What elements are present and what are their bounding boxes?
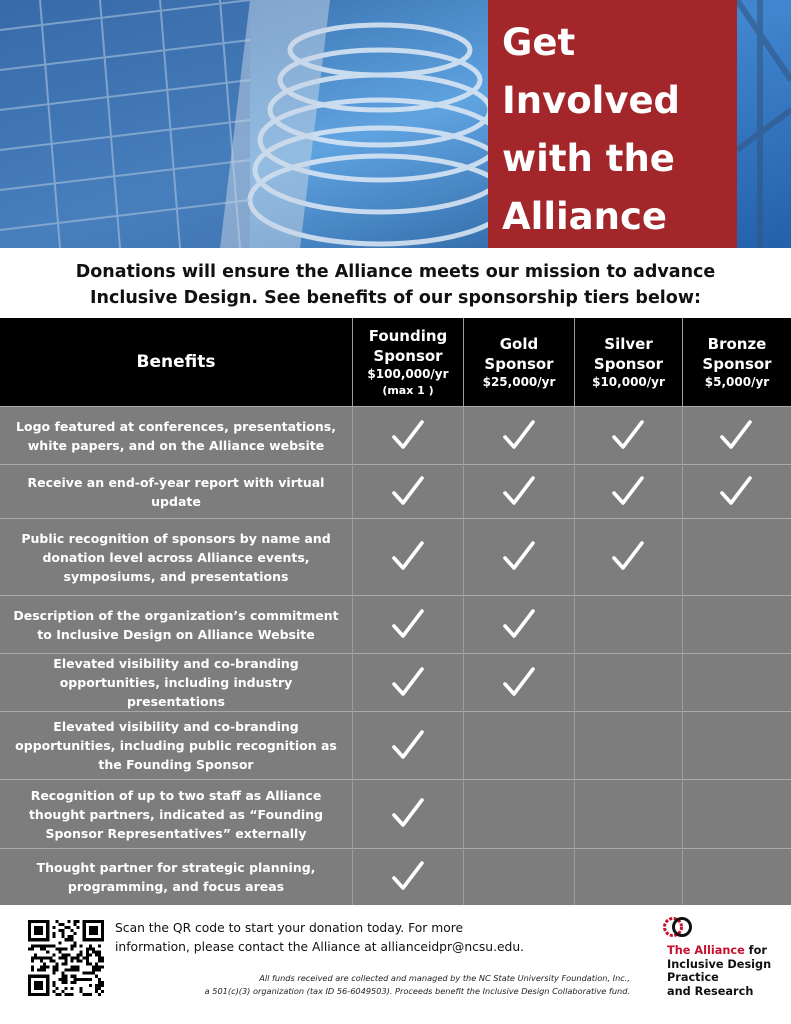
benefit-text: Recognition of up to two staff as Alliance thought partners, indicated as “Founding Sponsor Representatives” externally [28, 787, 324, 841]
table-header [0, 318, 791, 406]
table-row [0, 848, 791, 905]
logo-text-line: Practice [667, 971, 719, 984]
table-row [0, 711, 791, 779]
tier-header-silver [575, 318, 682, 406]
benefits-column-header [0, 318, 352, 406]
cta-line: Scan the QR code to start your donation today. For more [115, 921, 464, 935]
checkmark-icon [388, 537, 428, 577]
benefit-text: Public recognition of sponsors by name and donation level across Alliance events, symposiums, and presentations [21, 530, 331, 584]
benefit-text: Elevated visibility and co-branding opportunities, including public recognition as the Founding Sponsor [15, 719, 337, 772]
checkmark-icon [716, 472, 756, 512]
column-divider [574, 318, 575, 905]
donation-cta [115, 919, 555, 957]
qr-code-icon[interactable] [28, 920, 104, 996]
tier-name: Silver [604, 334, 653, 353]
alliance-logo-icon [662, 916, 696, 938]
tier-price: $25,000/yr [482, 374, 556, 389]
table-row [0, 653, 791, 711]
hero-title-line: with the [502, 137, 675, 180]
hero-title-line: Get [502, 21, 576, 64]
checkmark-icon [388, 857, 428, 897]
tier-price: $100,000/yr [367, 367, 449, 381]
alliance-logo-text [667, 944, 791, 998]
checkmark-icon [499, 537, 539, 577]
sponsorship-table [0, 318, 791, 905]
checkmark-icon [499, 416, 539, 456]
benefit-text: Thought partner for strategic planning, programming, and focus areas [36, 860, 316, 894]
cta-line: information, please contact the Alliance at allianceidpr@ncsu.edu. [115, 940, 525, 954]
checkmark-icon [608, 472, 648, 512]
tier-price: $10,000/yr [592, 374, 665, 389]
checkmark-icon [388, 726, 428, 766]
tier-name: Sponsor [484, 354, 554, 373]
table-row [0, 406, 791, 464]
logo-red-text: The Alliance [667, 944, 745, 957]
hero-title [502, 14, 732, 246]
fine-print-line: a 501(c)(3) organization (tax ID 56-6049503). Proceeds benefit the Inclusive Design Collaborative fund. [204, 986, 630, 996]
tier-name: Gold [499, 334, 539, 353]
checkmark-icon [388, 472, 428, 512]
benefit-text: Receive an end-of-year report with virtual update [27, 474, 325, 509]
fine-print [150, 972, 630, 998]
tier-header-bronze [683, 318, 791, 406]
logo-text-part: for [744, 944, 767, 957]
tier-price: $5,000/yr [704, 374, 770, 389]
benefit-text: Logo featured at conferences, presentations, white papers, and on the Alliance website [16, 418, 336, 453]
hero-banner [0, 0, 791, 248]
checkmark-icon [388, 663, 428, 703]
checkmark-icon [499, 663, 539, 703]
checkmark-icon [388, 794, 428, 834]
column-divider [463, 318, 464, 905]
checkmark-icon [716, 416, 756, 456]
tier-header-gold [464, 318, 574, 406]
benefit-text: Elevated visibility and co-branding opportunities, including industry presentations [53, 656, 299, 709]
tier-name: Bronze [707, 334, 767, 353]
checkmark-icon [499, 472, 539, 512]
column-divider [352, 318, 353, 905]
intro-line: Donations will ensure the Alliance meets our mission to advance [75, 262, 716, 282]
hero-title-line: Involved [502, 79, 681, 122]
tier-name: Sponsor [373, 347, 443, 365]
column-divider [682, 318, 683, 905]
tier-name: Sponsor [593, 354, 664, 373]
checkmark-icon [608, 537, 648, 577]
checkmark-icon [499, 605, 539, 645]
logo-text-line: and Research [667, 984, 754, 998]
tier-header-founding [353, 318, 463, 406]
checkmark-icon [388, 416, 428, 456]
intro-line: Inclusive Design. See benefits of our sponsorship tiers below: [90, 288, 701, 308]
tier-name: Founding [368, 327, 448, 345]
table-row [0, 779, 791, 848]
benefit-text: Description of the organization’s commitment to Inclusive Design on Alliance Website [13, 607, 339, 642]
hero-title-line: Alliance [502, 195, 668, 238]
checkmark-icon [608, 416, 648, 456]
table-row [0, 464, 791, 518]
intro-statement [0, 259, 791, 311]
tier-name: Sponsor [702, 354, 772, 373]
benefits-header-label: Benefits [136, 352, 216, 372]
table-row [0, 595, 791, 653]
fine-print-line: All funds received are collected and managed by the NC State University Foundation, Inc., [259, 973, 630, 983]
table-row [0, 518, 791, 595]
checkmark-icon [388, 605, 428, 645]
tier-note: (max 1 ) [382, 384, 434, 397]
logo-text-line: Inclusive Design [667, 957, 772, 971]
